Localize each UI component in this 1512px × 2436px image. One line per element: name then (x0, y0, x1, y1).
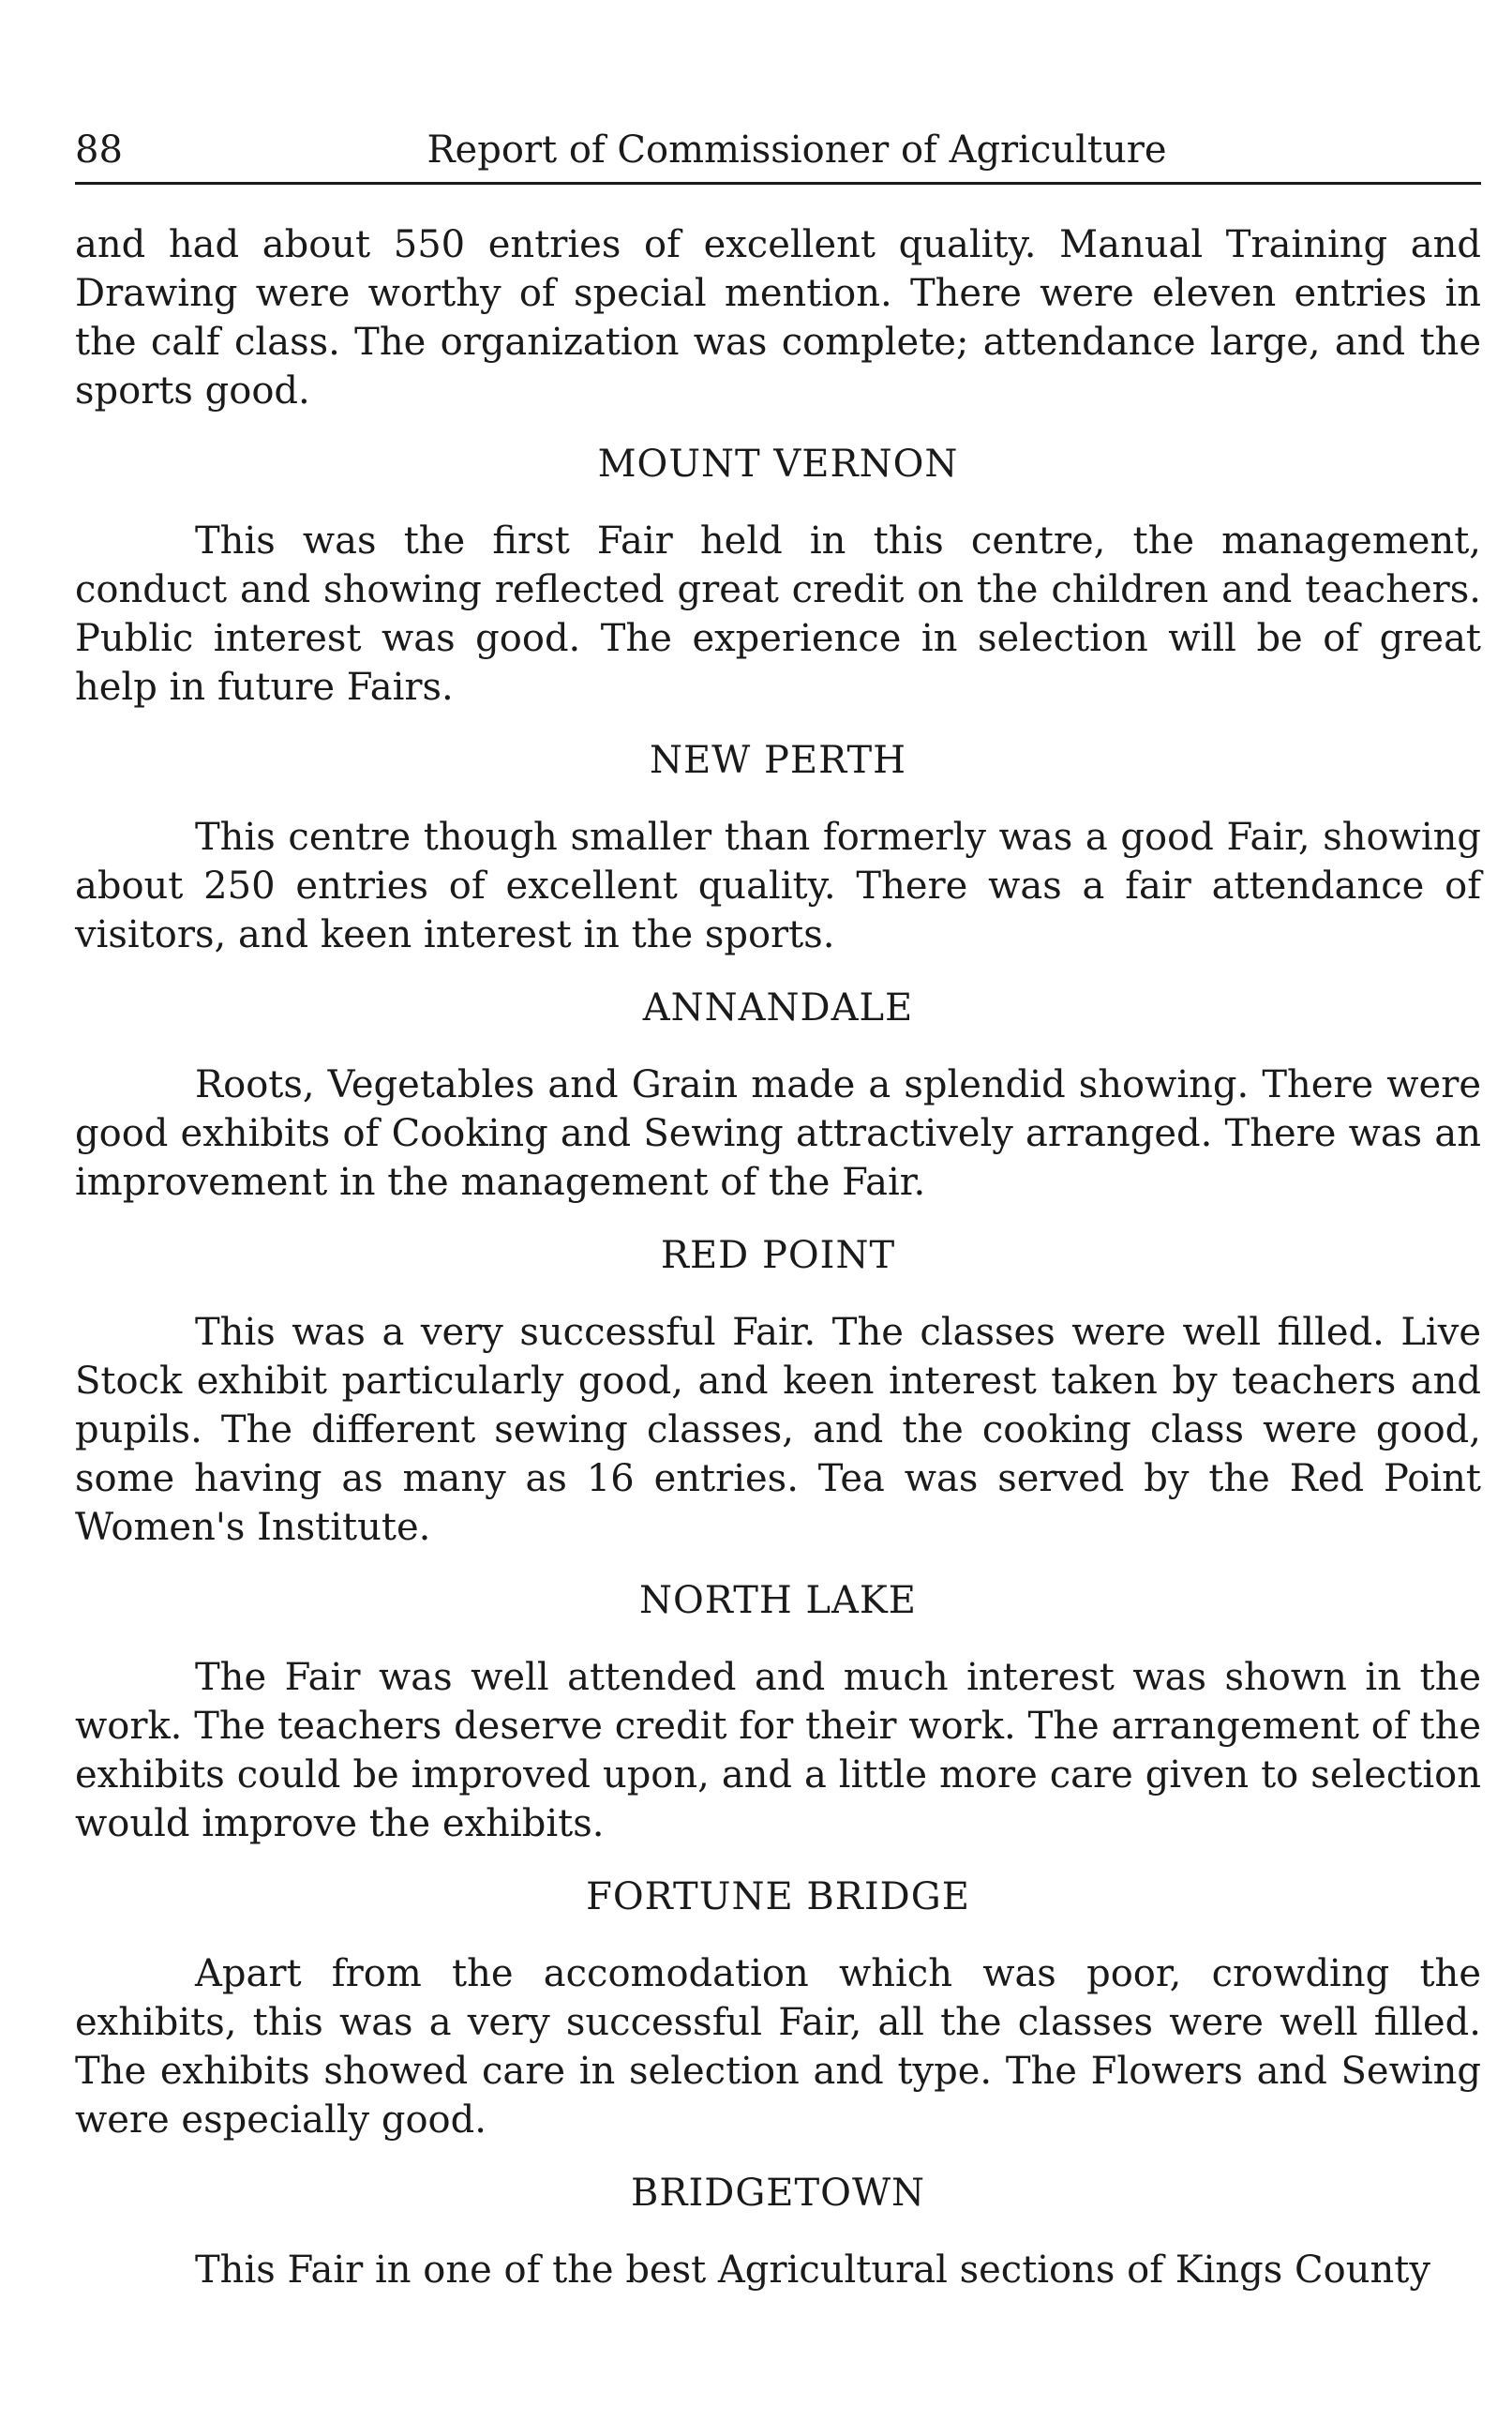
section-paragraph-mount-vernon: This was the first Fair held in this centre, the management, conduct and showing reflected great credit on the children and teachers. Public interest was good. The experience in selection will be of great help in future Fairs. (75, 519, 1481, 709)
section-paragraph-bridgetown: This Fair in one of the best Agricultural sections of Kings County (195, 2248, 1430, 2292)
running-header (75, 122, 1481, 178)
section-heading-north-lake: NORTH LAKE (638, 1579, 917, 1622)
section-heading-red-point: RED POINT (660, 1234, 896, 1277)
page-number: 88 (75, 128, 123, 172)
intro-paragraph: and had about 550 entries of excellent quality. Manual Training and Drawing were worthy of special mention. There were eleven entries in the calf class. The organization was complete; attendance large, and the sports good. (75, 223, 1481, 413)
section-heading-mount-vernon: MOUNT VERNON (597, 443, 959, 486)
section-heading-new-perth: NEW PERTH (649, 739, 907, 782)
section-paragraph-fortune-bridge: Apart from the accomodation which was poor, crowding the exhibits, this was a very successful Fair, all the classes were well filled. The exhibits showed care in selection and type. The Flowers and Sewing were especially good. (75, 1952, 1481, 2142)
header-rule (75, 182, 1481, 185)
running-title: Report of Commissioner of Agriculture (427, 128, 1167, 172)
section-heading-fortune-bridge: FORTUNE BRIDGE (586, 1875, 970, 1918)
section-heading-annandale: ANNANDALE (642, 986, 914, 1030)
section-paragraph-north-lake: The Fair was well attended and much interest was shown in the work. The teachers deserve credit for their work. The arrangement of the exhibits could be improved upon, and a little more care given to selection would improve the exhibits. (75, 1656, 1481, 1845)
section-paragraph-red-point: This was a very successful Fair. The classes were well filled. Live Stock exhibit particularly good, and keen interest taken by teachers and pupils. The different sewing classes, and the cooking class were good, some having as many as 16 entries. Tea was served by the Red Point Women's Institute. (75, 1311, 1481, 1549)
document-page (75, 122, 1481, 2294)
section-paragraph-new-perth: This centre though smaller than formerly was a good Fair, showing about 250 entries of excellent quality. There was a fair attendance of visitors, and keen interest in the sports. (75, 816, 1481, 956)
section-paragraph-annandale: Roots, Vegetables and Grain made a splendid showing. There were good exhibits of Cooking and Sewing attractively arranged. There was an improvement in the management of the Fair. (75, 1063, 1481, 1204)
section-heading-bridgetown: BRIDGETOWN (630, 2172, 926, 2215)
